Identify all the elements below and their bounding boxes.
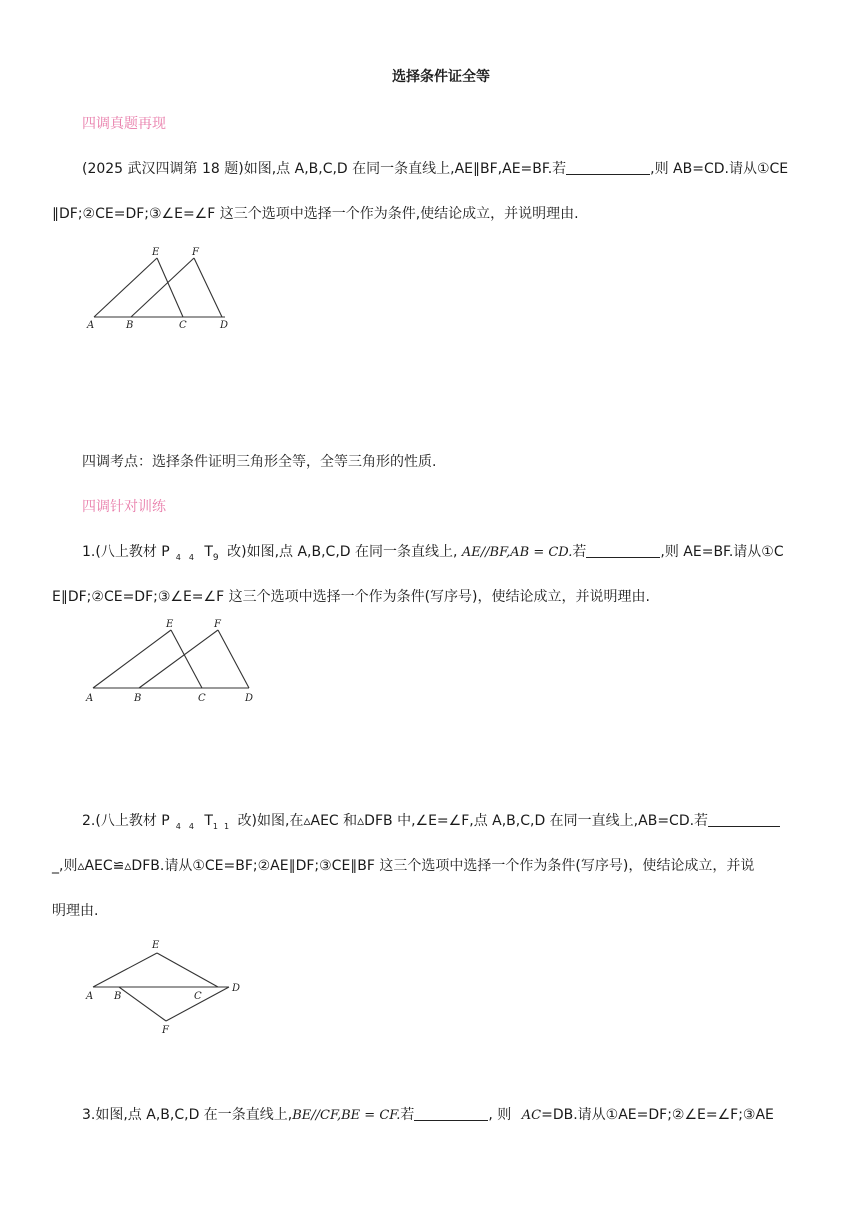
section-heading-training: 四调针对训练 [82, 499, 166, 515]
exam-point: 四调考点：选择条件证明三角形全等，全等三角形的性质. [82, 454, 437, 470]
problem2-line2: _,则▵AEC≌▵DFB.请从①CE=BF;②AE∥DF;③CE∥BF 这三个选项中选择一个作为条件(写序号)，使结论成立，并说 [52, 858, 755, 874]
fig1-line-ec [157, 258, 183, 317]
fig3-line-bf [119, 987, 166, 1021]
figure-2 [84, 618, 264, 708]
fig2-line-ae [93, 630, 171, 688]
fig3-label-b: B [114, 991, 122, 1002]
fig1-line-bf [131, 258, 194, 317]
problem3-math2: AC [521, 1108, 542, 1123]
problem2-line3: 明理由. [52, 903, 99, 919]
fig3-label-a: A [86, 991, 94, 1002]
fig3-label-d: D [232, 983, 241, 994]
problem1-math: AE//BF,AB = CD. [461, 545, 573, 560]
fig2-label-c: C [198, 693, 206, 704]
fig3-label-e: E [152, 940, 160, 951]
problem2-sub3: 1 [212, 821, 219, 831]
problem2-text-b: 改)如图,在▵AEC 和▵DFB 中,∠E=∠F,点 A,B,C,D 在同一直线上,AB=CD.若 [237, 813, 709, 829]
fig3-label-c: C [194, 991, 202, 1002]
problem1-answer-blank[interactable] [586, 543, 660, 558]
fig1-label-f: F [192, 247, 199, 258]
page-title: 选择条件证全等 [392, 69, 490, 85]
fig3-line-ae [93, 953, 157, 987]
figure-1 [84, 244, 244, 334]
problem2-sub4: 1 [224, 821, 230, 831]
problem1-text-a: 1.(八上教材 P [82, 544, 170, 560]
problem3-text-b: 若 [400, 1107, 415, 1123]
problem1-line1 [82, 541, 784, 563]
problem1-sub1: 4 [175, 552, 181, 562]
fig2-label-b: B [134, 693, 142, 704]
fig1-label-b: B [126, 320, 134, 331]
problem2-sub2: 4 [188, 821, 194, 831]
problem1-sub2: 4 [188, 552, 194, 562]
problem1-text-b: 改)如图,点 A,B,C,D 在同一条直线上, [227, 544, 458, 560]
problem0-line2: ∥DF;②CE=DF;③∠E=∠F 这三个选项中选择一个作为条件,使结论成立，并说明理由. [52, 206, 579, 222]
problem0-line1 [82, 158, 788, 178]
fig3-line-ec [157, 953, 218, 987]
problem3-text-a: 3.如图,点 A,B,C,D 在一条直线上, [82, 1107, 293, 1123]
fig2-label-f: F [214, 619, 221, 630]
problem2-text-t: T [204, 813, 213, 829]
fig1-line-fd [194, 258, 222, 317]
fig1-label-c: C [179, 320, 187, 331]
problem3-text-d: =DB.请从①AE=DF;②∠E=∠F;③AE [541, 1107, 774, 1123]
fig2-line-ec [171, 630, 202, 688]
fig2-line-fd [218, 630, 249, 688]
fig2-label-a: A [86, 693, 94, 704]
fig1-label-a: A [87, 320, 95, 331]
problem1-text-c: 若 [572, 544, 587, 560]
problem1-text-t: T [204, 544, 213, 560]
section-heading-real-exam: 四调真题再现 [82, 116, 166, 132]
problem0-text-a: (2025 武汉四调第 18 题)如图,点 A,B,C,D 在同一条直线上,AE∥BF,AE=BF.若 [82, 161, 567, 177]
fig2-line-bf [139, 630, 218, 688]
problem0-text-b: ,则 AB=CD.请从①CE [650, 161, 789, 177]
problem3-text-c: , 则 [488, 1107, 512, 1123]
fig1-line-ae [94, 258, 157, 317]
figure-3 [84, 936, 254, 1036]
fig2-label-e: E [166, 619, 174, 630]
fig1-label-d: D [220, 320, 229, 331]
problem0-answer-blank[interactable] [566, 160, 650, 175]
fig2-label-d: D [245, 693, 254, 704]
problem2-sub1: 4 [175, 821, 181, 831]
problem1-line2: E∥DF;②CE=DF;③∠E=∠F 这三个选项中选择一个作为条件(写序号)，使结论成立，并说明理由. [52, 589, 650, 605]
problem2-answer-blank[interactable] [708, 812, 780, 827]
problem2-line1 [82, 810, 780, 831]
problem3-answer-blank[interactable] [414, 1106, 488, 1121]
problem1-text-d: ,则 AE=BF.请从①C [660, 544, 784, 560]
problem2-text-a: 2.(八上教材 P [82, 813, 170, 829]
problem1-sub3: 9 [212, 552, 219, 563]
problem3-math1: BE//CF,BE = CF. [292, 1108, 401, 1123]
fig3-label-f: F [162, 1025, 169, 1036]
fig1-label-e: E [152, 247, 160, 258]
problem3-line1 [82, 1104, 774, 1124]
